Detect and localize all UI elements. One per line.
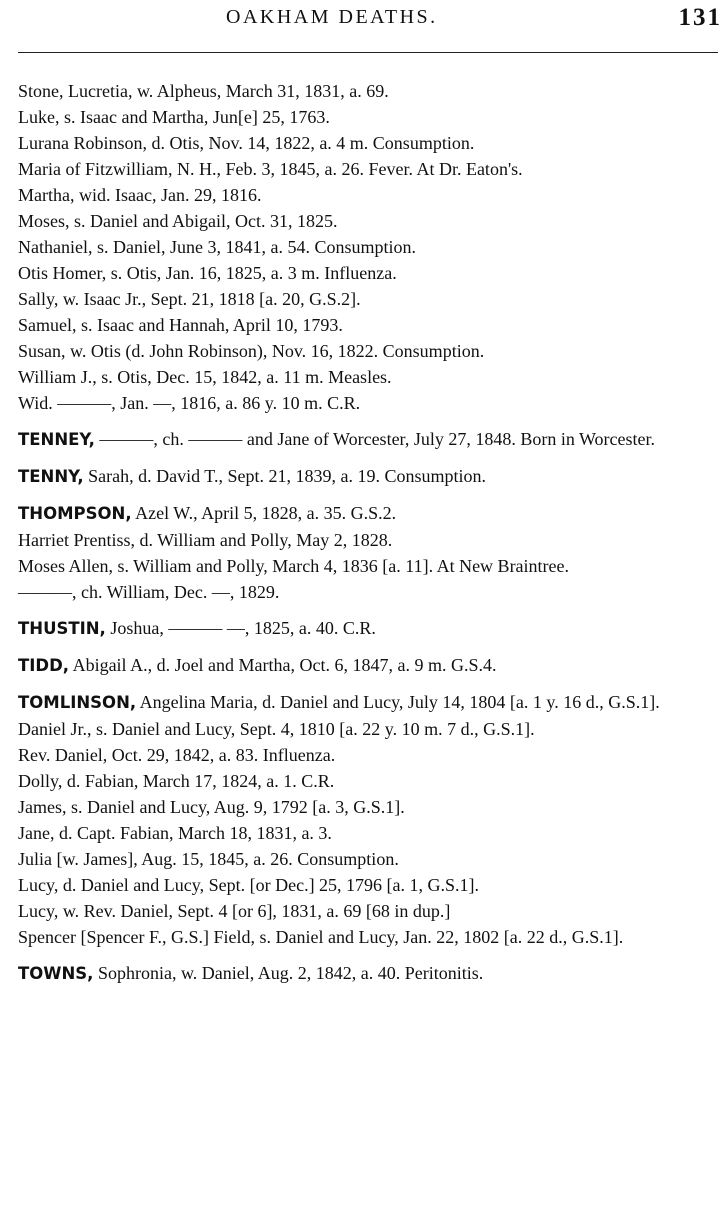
surname-group xyxy=(18,78,718,416)
death-record-entry xyxy=(18,872,718,898)
surname-group xyxy=(18,652,718,679)
death-record-entry xyxy=(18,689,718,716)
death-record-entry xyxy=(18,208,718,234)
death-record-entry xyxy=(18,286,718,312)
death-record-entry xyxy=(18,846,718,872)
record-text: Abigail A., d. Joel and Martha, Oct. 6, 1847, a. 9 m. G.S.4. xyxy=(69,655,497,675)
death-record-entry xyxy=(18,742,718,768)
surname-group xyxy=(18,615,718,642)
death-record-entry xyxy=(18,820,718,846)
death-record-entry xyxy=(18,260,718,286)
record-text: ———, ch. ——— and Jane of Worcester, July 27, 1848. Born in Worcester. xyxy=(94,429,656,449)
death-record-entry xyxy=(18,156,718,182)
record-text: Luke, s. Isaac and Martha, Jun[e] 25, 1763. xyxy=(18,107,330,127)
record-text: Otis Homer, s. Otis, Jan. 16, 1825, a. 3 m. Influenza. xyxy=(18,263,397,283)
surname-group xyxy=(18,500,718,605)
death-record-entry xyxy=(18,390,718,416)
running-title: OAKHAM DEATHS. xyxy=(226,6,438,28)
record-text: Julia [w. James], Aug. 15, 1845, a. 26. Consumption. xyxy=(18,849,399,869)
record-text: Stone, Lucretia, w. Alpheus, March 31, 1831, a. 69. xyxy=(18,81,389,101)
record-text: Jane, d. Capt. Fabian, March 18, 1831, a. 3. xyxy=(18,823,332,843)
surname-heading: TENNEY, xyxy=(18,430,95,449)
record-text: Moses, s. Daniel and Abigail, Oct. 31, 1825. xyxy=(18,211,338,231)
death-record-entry xyxy=(18,615,718,642)
page-number: 131 xyxy=(678,4,722,31)
record-text: Lucy, w. Rev. Daniel, Sept. 4 [or 6], 1831, a. 69 [68 in dup.] xyxy=(18,901,451,921)
death-record-entry xyxy=(18,234,718,260)
surname-heading: TIDD, xyxy=(18,656,70,675)
death-record-entry xyxy=(18,527,718,553)
death-record-entry xyxy=(18,426,718,453)
surname-group xyxy=(18,960,718,987)
record-text: Nathaniel, s. Daniel, June 3, 1841, a. 54. Consumption. xyxy=(18,237,416,257)
death-record-entry xyxy=(18,182,718,208)
surname-group xyxy=(18,426,718,453)
death-record-entry xyxy=(18,500,718,527)
surname-heading: THOMPSON, xyxy=(18,504,132,523)
header-rule xyxy=(18,52,718,53)
death-record-entry xyxy=(18,104,718,130)
surname-heading: TOMLINSON, xyxy=(18,693,137,712)
surname-heading: TENNY, xyxy=(18,467,84,486)
record-text: Susan, w. Otis (d. John Robinson), Nov. 16, 1822. Consumption. xyxy=(18,341,485,361)
record-text: Angelina Maria, d. Daniel and Lucy, July 14, 1804 [a. 1 y. 16 d., G.S.1]. xyxy=(136,692,660,712)
record-text: Samuel, s. Isaac and Hannah, April 10, 1793. xyxy=(18,315,343,335)
record-text: Lucy, d. Daniel and Lucy, Sept. [or Dec.] 25, 1796 [a. 1, G.S.1]. xyxy=(18,875,480,895)
record-text: Spencer [Spencer F., G.S.] Field, s. Daniel and Lucy, Jan. 22, 1802 [a. 22 d., G.S.1]. xyxy=(18,927,624,947)
death-record-entry xyxy=(18,924,718,950)
deaths-record-list xyxy=(18,78,718,997)
record-text: Azel W., April 5, 1828, a. 35. G.S.2. xyxy=(131,503,397,523)
surname-heading: TOWNS, xyxy=(18,964,94,983)
record-text: Sophronia, w. Daniel, Aug. 2, 1842, a. 40. Peritonitis. xyxy=(93,963,484,983)
surname-group xyxy=(18,689,718,950)
death-record-entry xyxy=(18,364,718,390)
record-text: Sally, w. Isaac Jr., Sept. 21, 1818 [a. 20, G.S.2]. xyxy=(18,289,361,309)
death-record-entry xyxy=(18,716,718,742)
record-text: Moses Allen, s. William and Polly, March 4, 1836 [a. 11]. At New Braintree. xyxy=(18,556,570,576)
record-text: Martha, wid. Isaac, Jan. 29, 1816. xyxy=(18,185,262,205)
record-text: Wid. ———, Jan. —, 1816, a. 86 y. 10 m. C.R. xyxy=(18,393,361,413)
record-text: Rev. Daniel, Oct. 29, 1842, a. 83. Influenza. xyxy=(18,745,336,765)
death-record-entry xyxy=(18,338,718,364)
death-record-entry xyxy=(18,652,718,679)
record-text: James, s. Daniel and Lucy, Aug. 9, 1792 [a. 3, G.S.1]. xyxy=(18,797,405,817)
death-record-entry xyxy=(18,78,718,104)
record-text: William J., s. Otis, Dec. 15, 1842, a. 11 m. Measles. xyxy=(18,367,392,387)
death-record-entry xyxy=(18,553,718,579)
death-record-entry xyxy=(18,768,718,794)
record-text: Lurana Robinson, d. Otis, Nov. 14, 1822, a. 4 m. Consumption. xyxy=(18,133,475,153)
record-text: Joshua, ——— —, 1825, a. 40. C.R. xyxy=(105,618,376,638)
record-text: Maria of Fitzwilliam, N. H., Feb. 3, 1845, a. 26. Fever. At Dr. Eaton's. xyxy=(18,159,523,179)
record-text: Dolly, d. Fabian, March 17, 1824, a. 1. C.R. xyxy=(18,771,335,791)
death-record-entry xyxy=(18,312,718,338)
record-text: Harriet Prentiss, d. William and Polly, May 2, 1828. xyxy=(18,530,393,550)
death-record-entry xyxy=(18,463,718,490)
record-text: Sarah, d. David T., Sept. 21, 1839, a. 19. Consumption. xyxy=(83,466,486,486)
death-record-entry xyxy=(18,579,718,605)
record-text: ———, ch. William, Dec. —, 1829. xyxy=(18,582,280,602)
death-record-entry xyxy=(18,898,718,924)
surname-heading: THUSTIN, xyxy=(18,619,106,638)
page-header xyxy=(0,4,728,38)
death-record-entry xyxy=(18,794,718,820)
surname-group xyxy=(18,463,718,490)
death-record-entry xyxy=(18,130,718,156)
death-record-entry xyxy=(18,960,718,987)
record-text: Daniel Jr., s. Daniel and Lucy, Sept. 4, 1810 [a. 22 y. 10 m. 7 d., G.S.1]. xyxy=(18,719,535,739)
